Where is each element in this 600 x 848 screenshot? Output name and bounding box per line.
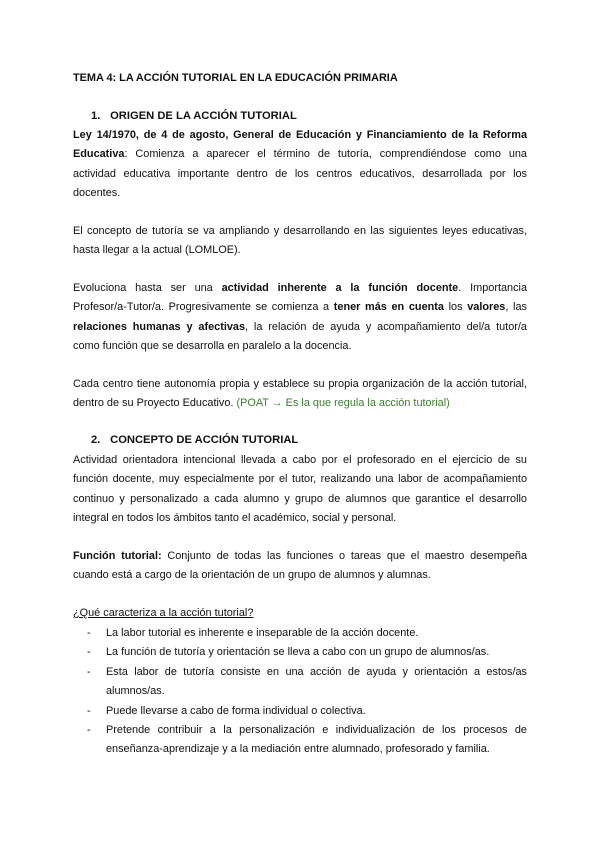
paragraph-text: Cada centro tiene autonomía propia y establece su propia organización de la acción tutorial, <box>73 378 527 390</box>
section-1-paragraph-2 <box>73 222 527 261</box>
section-2-heading <box>91 434 298 446</box>
bullet-marker: - <box>87 627 91 639</box>
list-item-text: Pretende contribuir a la personalización e individualización de los procesos de enseñanza-aprendizaje y a la mediación entre alumnado, profesorado y familia. <box>106 724 527 756</box>
paragraph-text: docentes. <box>73 187 121 200</box>
law-reference: Ley 14/1970, de 4 de agosto, General de Educación y Financiamiento de la Reforma <box>73 129 527 141</box>
section-2-paragraph-2 <box>73 547 527 586</box>
emphasis-text: relaciones humanas y afectivas <box>73 320 246 333</box>
emphasis-text: tener más en cuenta <box>333 301 444 314</box>
paragraph-text: , las <box>505 301 527 314</box>
paragraph-text: , la relación de ayuda y acompañamiento del/a tutor/a <box>245 320 527 333</box>
paragraph-text: como función que se desarrolla en paralelo a la docencia. <box>73 340 352 353</box>
paragraph-text: dentro de su Proyecto Educativo. <box>73 397 237 410</box>
section-1-paragraph-1 <box>73 126 527 204</box>
emphasis-text: valores <box>467 301 506 314</box>
poat-note: (POAT → Es la que regula la acción tutorial) <box>236 397 450 410</box>
section-1-title: ORIGEN DE LA ACCIÓN TUTORIAL <box>110 110 297 122</box>
paragraph-text: Conjunto de todas las funciones o tareas que el maestro desempeña <box>161 550 528 562</box>
question-heading: ¿Qué caracteriza a la acción tutorial? <box>73 607 254 619</box>
section-2-number: 2. <box>91 434 101 446</box>
list-item <box>87 702 527 721</box>
paragraph-text: . Importancia <box>458 282 528 294</box>
section-2-paragraph-1 <box>73 451 527 529</box>
list-item <box>87 624 527 643</box>
list-item <box>87 643 527 662</box>
characteristics-list <box>87 624 527 760</box>
list-item-text: Puede llevarse a cabo de forma individual o colectiva. <box>106 704 366 717</box>
emphasis-text: actividad inherente a la función docente <box>221 282 459 294</box>
paragraph-text: El concepto de tutoría se va ampliando y desarrollando en las siguientes leyes educativas, <box>73 225 527 237</box>
list-item-text: Esta labor de tutoría consiste en una acción de ayuda y orientación a estos/as alumnos/as. <box>106 665 527 698</box>
bullet-marker: - <box>87 724 91 737</box>
paragraph-text: : Comienza a aparecer el término de tutoría, comprendiéndose como una <box>124 148 527 161</box>
section-1-paragraph-3 <box>73 279 527 357</box>
section-1-paragraph-4 <box>73 375 527 414</box>
paragraph-text: Profesor/a-Tutor/a. Progresivamente se comienza a <box>73 301 334 314</box>
list-item-text: La función de tutoría y orientación se lleva a cabo con un grupo de alumnos/as. <box>106 646 490 659</box>
paragraph-text: continuo y personalizado a cada alumno y grupo de alumnos que garantice el desarrollo <box>73 492 527 505</box>
paragraph-text: integral en todos los ámbitos tanto el académico, social y personal. <box>73 512 397 525</box>
section-2-title: CONCEPTO DE ACCIÓN TUTORIAL <box>110 434 299 446</box>
paragraph-text: cuando está a cargo de la orientación de un grupo de alumnos y alumnas. <box>73 569 431 582</box>
emphasis-text: Función tutorial: <box>73 550 162 562</box>
paragraph-text: actividad educativa importante dentro de los centros educativos, desarrollada por los <box>73 167 527 180</box>
document-title: TEMA 4: LA ACCIÓN TUTORIAL EN LA EDUCACIÓN PRIMARIA <box>73 72 398 84</box>
paragraph-text: Actividad orientadora intencional llevada a cabo por el profesorado en el ejercicio de su <box>73 454 527 466</box>
list-item <box>87 663 527 702</box>
section-1-number: 1. <box>91 110 101 122</box>
bullet-marker: - <box>87 646 91 659</box>
paragraph-text: hasta llegar a la actual (LOMLOE). <box>73 244 241 257</box>
section-1-heading <box>91 110 297 122</box>
paragraph-text: los <box>443 301 468 314</box>
paragraph-text: Evoluciona hasta ser una <box>73 282 222 294</box>
question-block <box>73 604 527 623</box>
bullet-marker: - <box>87 704 91 717</box>
list-item <box>87 721 527 760</box>
law-reference-end: Educativa <box>73 148 125 161</box>
bullet-marker: - <box>87 665 91 678</box>
list-item-text: La labor tutorial es inherente e inseparable de la acción docente. <box>106 627 419 639</box>
paragraph-text: función docente, muy especialmente por el tutor, realizando una labor de acompañamiento <box>73 473 527 486</box>
